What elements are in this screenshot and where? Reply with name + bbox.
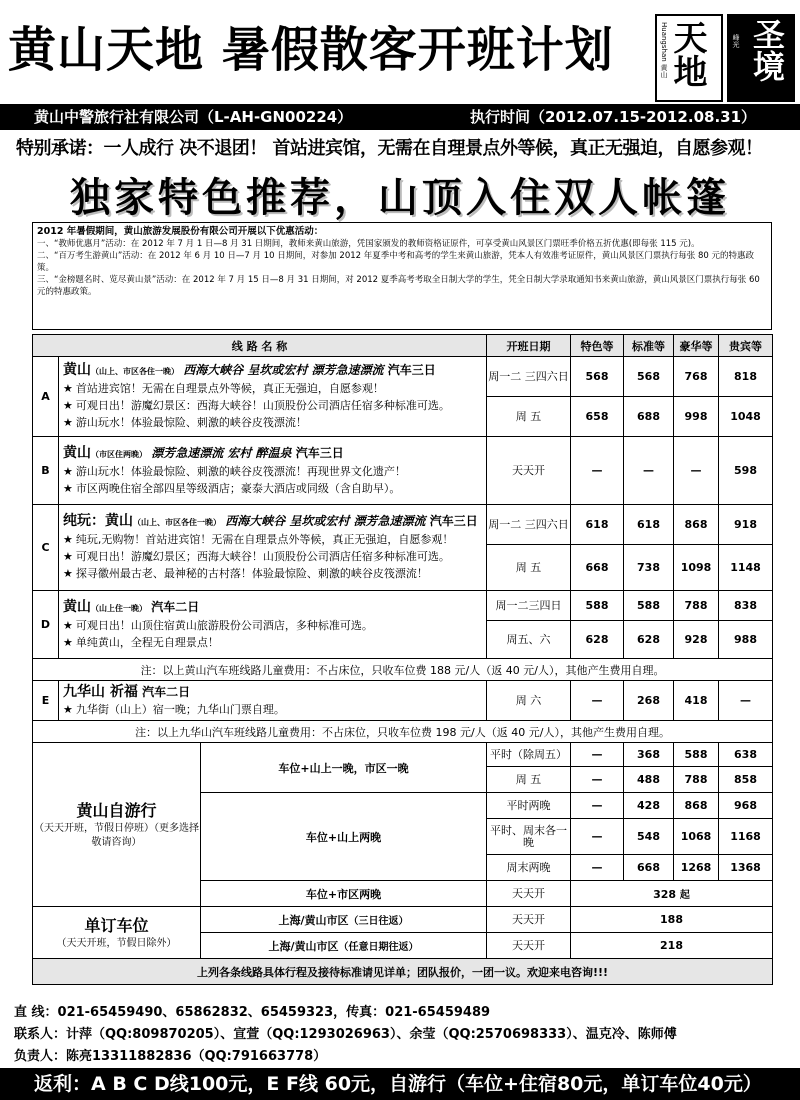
price-cell: 618 — [571, 505, 624, 545]
price-cell: 688 — [624, 397, 674, 437]
price-cell: 1068 — [674, 819, 719, 855]
route-title — [63, 445, 482, 463]
route-tag: （市区住两晚） — [91, 449, 147, 459]
route-name: 九华山 祈福 — [63, 683, 138, 700]
price-cell: 988 — [719, 621, 773, 659]
price-cell: — — [571, 819, 624, 855]
schedule-cell: 平时两晚 — [487, 793, 571, 819]
price-unit: 起 — [679, 890, 690, 901]
col-header-tier1: 特色等 — [571, 335, 624, 357]
route-tag: （山上、市区各住一晚） — [91, 367, 179, 376]
price-cell: — — [624, 437, 674, 505]
price-cell: 858 — [719, 767, 773, 793]
star-icon: ★ — [63, 416, 73, 429]
seat-route-name: 上海/黄山市区 — [278, 913, 349, 927]
tiandi-logo-text: 天地 — [667, 20, 707, 88]
star-icon: ★ — [63, 618, 73, 632]
seat-route — [201, 933, 487, 959]
route-description — [59, 681, 487, 721]
price-cell: — — [571, 855, 624, 881]
child-fee-note: 注：以上黄山汽车班线路儿童费用：不占床位，只收车位费 188 元/人（返 40 元/人），其他产生费用自理。 — [33, 659, 773, 681]
star-icon: ★ — [63, 399, 73, 412]
route-feature-text: 九华街（山上）宿一晚；九华山门票自理。 — [75, 702, 285, 716]
route-feature — [63, 701, 482, 718]
price-cell: 918 — [719, 505, 773, 545]
price-cell: 628 — [624, 621, 674, 659]
star-icon: ★ — [63, 550, 73, 563]
route-transport: 汽车二日 — [151, 599, 200, 614]
table-row — [33, 357, 773, 397]
package-name: 车位+山上一晚，市区一晚 — [201, 743, 487, 793]
route-tag: （山上、市区各住一晚） — [133, 518, 221, 527]
price-cell: 768 — [674, 357, 719, 397]
route-feature-text: 游山玩水！体验最惊险、刺激的峡谷皮筏漂流！ — [75, 416, 307, 429]
star-icon: ★ — [63, 533, 73, 546]
route-feature — [63, 463, 482, 480]
route-feature-text: 可观日出！山顶住宿黄山旅游股份公司酒店，多种标准可选。 — [75, 618, 373, 632]
table-row — [33, 659, 773, 681]
price-cell: 1368 — [719, 855, 773, 881]
price-cell: 668 — [624, 855, 674, 881]
route-code: D — [33, 591, 59, 659]
schedule-cell: 天天开 — [487, 907, 571, 933]
price-value: 328 — [653, 888, 677, 901]
schedule-cell: 周末两晚 — [487, 855, 571, 881]
schedule-cell: 周五、六 — [487, 621, 571, 659]
route-title — [63, 684, 482, 701]
single-seat-title: 单订车位 — [84, 915, 149, 935]
price-cell: — — [571, 681, 624, 721]
schedule-cell: 周 五 — [487, 545, 571, 591]
schedule-cell: 周一二 三四六日 — [487, 505, 571, 545]
price-cell: 738 — [624, 545, 674, 591]
route-feature-text: 首站进宾馆！无需在自理景点外等候，真正无强迫，自愿参观！ — [75, 382, 384, 395]
seat-route-detail: （三日往返） — [348, 915, 409, 927]
price-cell: 218 — [571, 933, 773, 959]
route-code: C — [33, 505, 59, 591]
price-cell: 568 — [571, 357, 624, 397]
price-cell: 638 — [719, 743, 773, 767]
schedule-cell: 周一二 三四六日 — [487, 357, 571, 397]
price-cell: — — [571, 743, 624, 767]
seat-route-name: 上海/黄山市区 — [268, 939, 339, 953]
price-cell: 1148 — [719, 545, 773, 591]
price-cell — [571, 881, 773, 907]
price-cell: 588 — [624, 591, 674, 621]
price-cell: 618 — [624, 505, 674, 545]
route-name: 黄山 — [63, 362, 91, 378]
price-cell: 818 — [719, 357, 773, 397]
route-description — [59, 505, 487, 591]
route-name: 纯玩：黄山 — [63, 513, 133, 529]
route-feature — [63, 548, 482, 565]
col-header-schedule: 开班日期 — [487, 335, 571, 357]
route-transport: 汽车三日 — [295, 445, 344, 460]
offers-intro: 2012 年暑假期间，黄山旅游发展股份有限公司开展以下优惠活动： — [37, 226, 324, 237]
inquiry-footer: 上列各条线路具体行程及接待标准请见详单；团队报价，一团一议。欢迎来电咨询!!! — [33, 959, 773, 985]
price-cell: 568 — [624, 357, 674, 397]
col-header-tier4: 贵宾等 — [719, 335, 773, 357]
seat-route-detail: （任意日期往返） — [338, 941, 419, 953]
tiandi-logo — [655, 14, 723, 102]
route-description — [59, 357, 487, 437]
star-icon: ★ — [63, 567, 73, 580]
table-row — [33, 437, 773, 505]
route-feature — [63, 634, 482, 651]
route-highlight: 西海大峡谷 呈坎或宏村 漂芳急速漂流 — [183, 363, 384, 377]
route-feature-text: 可观日出！游魔幻景区：西海大峡谷！山顶股份公司酒店任宿多种标准可选。 — [75, 399, 450, 412]
route-code: E — [33, 681, 59, 721]
special-promise: 特别承诺：一人成行 决不退团！ 首站进宾馆，无需在自理景点外等候，真正无强迫，自愿参观！ — [16, 138, 763, 159]
tiandi-logo-small-text: Huangshan 黄山 — [660, 22, 668, 78]
route-feature — [63, 380, 482, 397]
price-cell: 268 — [624, 681, 674, 721]
table-row — [33, 743, 773, 767]
price-cell: 868 — [674, 505, 719, 545]
star-icon: ★ — [63, 635, 73, 649]
col-header-route: 线 路 名 称 — [33, 335, 487, 357]
offer-item: 一、“教师优惠月”活动：在 2012 年 7 月 1 日—8 月 31 日期间，教师来黄山旅游，凭国家颁发的教师资格证原件，可享受黄山风景区门票旺季价格五折优惠(即每张 115 元)。 — [37, 239, 700, 249]
route-feature-text: 市区两晚住宿全部四星等级酒店；豪泰大酒店或同级（含自助早）。 — [75, 481, 401, 495]
route-code: B — [33, 437, 59, 505]
page-title: 黄山天地 暑假散客开班计划 — [8, 22, 614, 78]
price-cell: 838 — [719, 591, 773, 621]
company-bar — [0, 104, 800, 130]
seat-route — [201, 907, 487, 933]
route-price-table — [32, 334, 773, 985]
package-name: 车位+山上两晚 — [201, 793, 487, 881]
manager-line: 负责人：陈亮13311882836（QQ:791663778） — [14, 1049, 327, 1064]
col-header-tier3: 豪华等 — [674, 335, 719, 357]
price-cell: — — [571, 767, 624, 793]
price-cell: 628 — [571, 621, 624, 659]
route-transport: 汽车三日 — [387, 363, 436, 377]
route-title — [63, 599, 482, 617]
route-description — [59, 437, 487, 505]
table-header-row — [33, 335, 773, 357]
route-feature-text: 单纯黄山，全程无自理景点！ — [75, 635, 219, 649]
table-row — [33, 505, 773, 545]
schedule-cell: 天天开 — [487, 933, 571, 959]
price-cell: 668 — [571, 545, 624, 591]
schedule-cell: 天天开 — [487, 881, 571, 907]
route-feature — [63, 397, 482, 414]
self-tour-subtitle: （天天开班，节假日停班）（更多选择敬请咨询） — [34, 822, 199, 848]
schedule-cell: 天天开 — [487, 437, 571, 505]
price-cell: 188 — [571, 907, 773, 933]
price-cell: — — [674, 437, 719, 505]
price-cell: 598 — [719, 437, 773, 505]
route-feature-text: 探寻徽州最古老、最神秘的古村落！体验最惊险、刺激的峡谷皮筏漂流！ — [75, 567, 428, 580]
price-cell: — — [719, 681, 773, 721]
price-cell: 1098 — [674, 545, 719, 591]
route-feature-text: 纯玩,无购物！首站进宾馆！无需在自理景点外等候，真正无强迫，自愿参观！ — [75, 533, 454, 546]
discount-offers-box — [32, 222, 772, 330]
price-cell: 488 — [624, 767, 674, 793]
child-fee-note: 注：以上九华山汽车班线路儿童费用：不占床位，只收车位费 198 元/人（返 40 元/人），其他产生费用自理。 — [33, 721, 773, 743]
price-cell: — — [571, 437, 624, 505]
route-feature — [63, 531, 482, 548]
table-row — [33, 959, 773, 985]
price-cell: 788 — [674, 591, 719, 621]
schedule-cell: 周 六 — [487, 681, 571, 721]
route-description — [59, 591, 487, 659]
star-icon: ★ — [63, 464, 73, 478]
table-row — [33, 591, 773, 621]
price-cell: 968 — [719, 793, 773, 819]
price-cell: 868 — [674, 793, 719, 819]
price-cell: 1268 — [674, 855, 719, 881]
route-name: 黄山 — [63, 444, 91, 461]
offer-item: 二、“百万考生游黄山”活动：在 2012 年 6 月 10 日—7 月 10 日期间，对参加 2012 年夏季中考和高考的学生来黄山旅游，凭本人有效准考证原件，黄山风景区门票执行每张 80 元的特惠政策。 — [37, 251, 754, 273]
table-row — [33, 681, 773, 721]
shengjing-logo — [727, 14, 795, 102]
price-cell: 928 — [674, 621, 719, 659]
package-name: 车位+市区两晚 — [201, 881, 487, 907]
star-icon: ★ — [63, 702, 73, 716]
price-cell: 1168 — [719, 819, 773, 855]
price-cell: 368 — [624, 743, 674, 767]
route-feature-text: 游山玩水！体验最惊险、刺激的峡谷皮筏漂流！再现世界文化遗产！ — [75, 464, 406, 478]
price-cell: 1048 — [719, 397, 773, 437]
route-code: A — [33, 357, 59, 437]
table-row — [33, 907, 773, 933]
header — [0, 0, 800, 104]
route-feature — [63, 480, 482, 497]
star-icon: ★ — [63, 382, 73, 395]
price-cell: 428 — [624, 793, 674, 819]
route-feature — [63, 617, 482, 634]
price-cell: 658 — [571, 397, 624, 437]
route-feature — [63, 414, 482, 431]
schedule-cell: 周 五 — [487, 767, 571, 793]
logo-group — [655, 14, 795, 102]
route-feature-text: 可观日出！游魔幻景区；西海大峡谷！山顶股份公司酒店任宿多种标准可选。 — [75, 550, 450, 563]
schedule-cell: 周 五 — [487, 397, 571, 437]
company-name: 黄山中警旅行社有限公司（L-AH-GN00224） — [34, 108, 353, 126]
shengjing-logo-text: 圣境 — [748, 18, 786, 82]
contact-info — [14, 1002, 677, 1068]
schedule-cell: 平时（除周五） — [487, 743, 571, 767]
rebate-bar: 返利：A B C D线100元，E F线 60元，自游行（车位+住宿80元，单订车位40元） — [0, 1068, 800, 1100]
phone-line: 直 线：021-65459490、65862832、65459323，传真：021-65459489 — [14, 1005, 491, 1020]
single-seat-cell — [33, 907, 201, 959]
feature-slogan: 独家特色推荐，山顶入住双人帐篷 — [70, 175, 730, 221]
route-highlight: 漂芳急速漂流 宏村 醉温泉 — [151, 445, 292, 460]
price-cell: 588 — [571, 591, 624, 621]
star-icon: ★ — [63, 481, 73, 495]
route-transport: 汽车三日 — [429, 514, 478, 528]
table-row — [33, 721, 773, 743]
self-tour-title: 黄山自游行 — [76, 800, 157, 820]
execution-period: 执行时间（2012.07.15-2012.08.31） — [470, 108, 757, 126]
price-cell: 418 — [674, 681, 719, 721]
route-highlight: 西海大峡谷 呈坎或宏村 漂芳急速漂流 — [225, 514, 426, 528]
self-tour-cell — [33, 743, 201, 907]
contact-persons: 联系人：计萍（QQ:809870205）、宣萱（QQ:1293026963）、余莹（QQ:2570698333）、温克冷、陈师傅 — [14, 1027, 677, 1042]
schedule-cell: 周一二三四日 — [487, 591, 571, 621]
price-cell: 788 — [674, 767, 719, 793]
offer-item: 三、“金榜题名时、览尽黄山景”活动：在 2012 年 7 月 15 日—8 月 31 日期间，对 2012 夏季高考考取全日制大学的学生，凭全日制大学录取通知书来黄山旅游，黄山风景区门票执行每张 60 元的特惠政策。 — [37, 275, 760, 297]
single-seat-subtitle: （天天开班，节假日除外） — [56, 937, 177, 949]
price-cell: 588 — [674, 743, 719, 767]
price-cell: — — [571, 793, 624, 819]
route-tag: （山上住一晚） — [91, 603, 147, 613]
schedule-cell: 平时、周末各一晚 — [487, 819, 571, 855]
route-transport: 汽车二日 — [142, 684, 191, 699]
col-header-tier2: 标准等 — [624, 335, 674, 357]
route-title — [63, 513, 482, 531]
route-feature — [63, 565, 482, 582]
price-cell: 548 — [624, 819, 674, 855]
price-cell: 998 — [674, 397, 719, 437]
route-title — [63, 362, 482, 380]
route-name: 黄山 — [63, 598, 91, 615]
shengjing-logo-small-text: 峰光 — [732, 34, 740, 48]
